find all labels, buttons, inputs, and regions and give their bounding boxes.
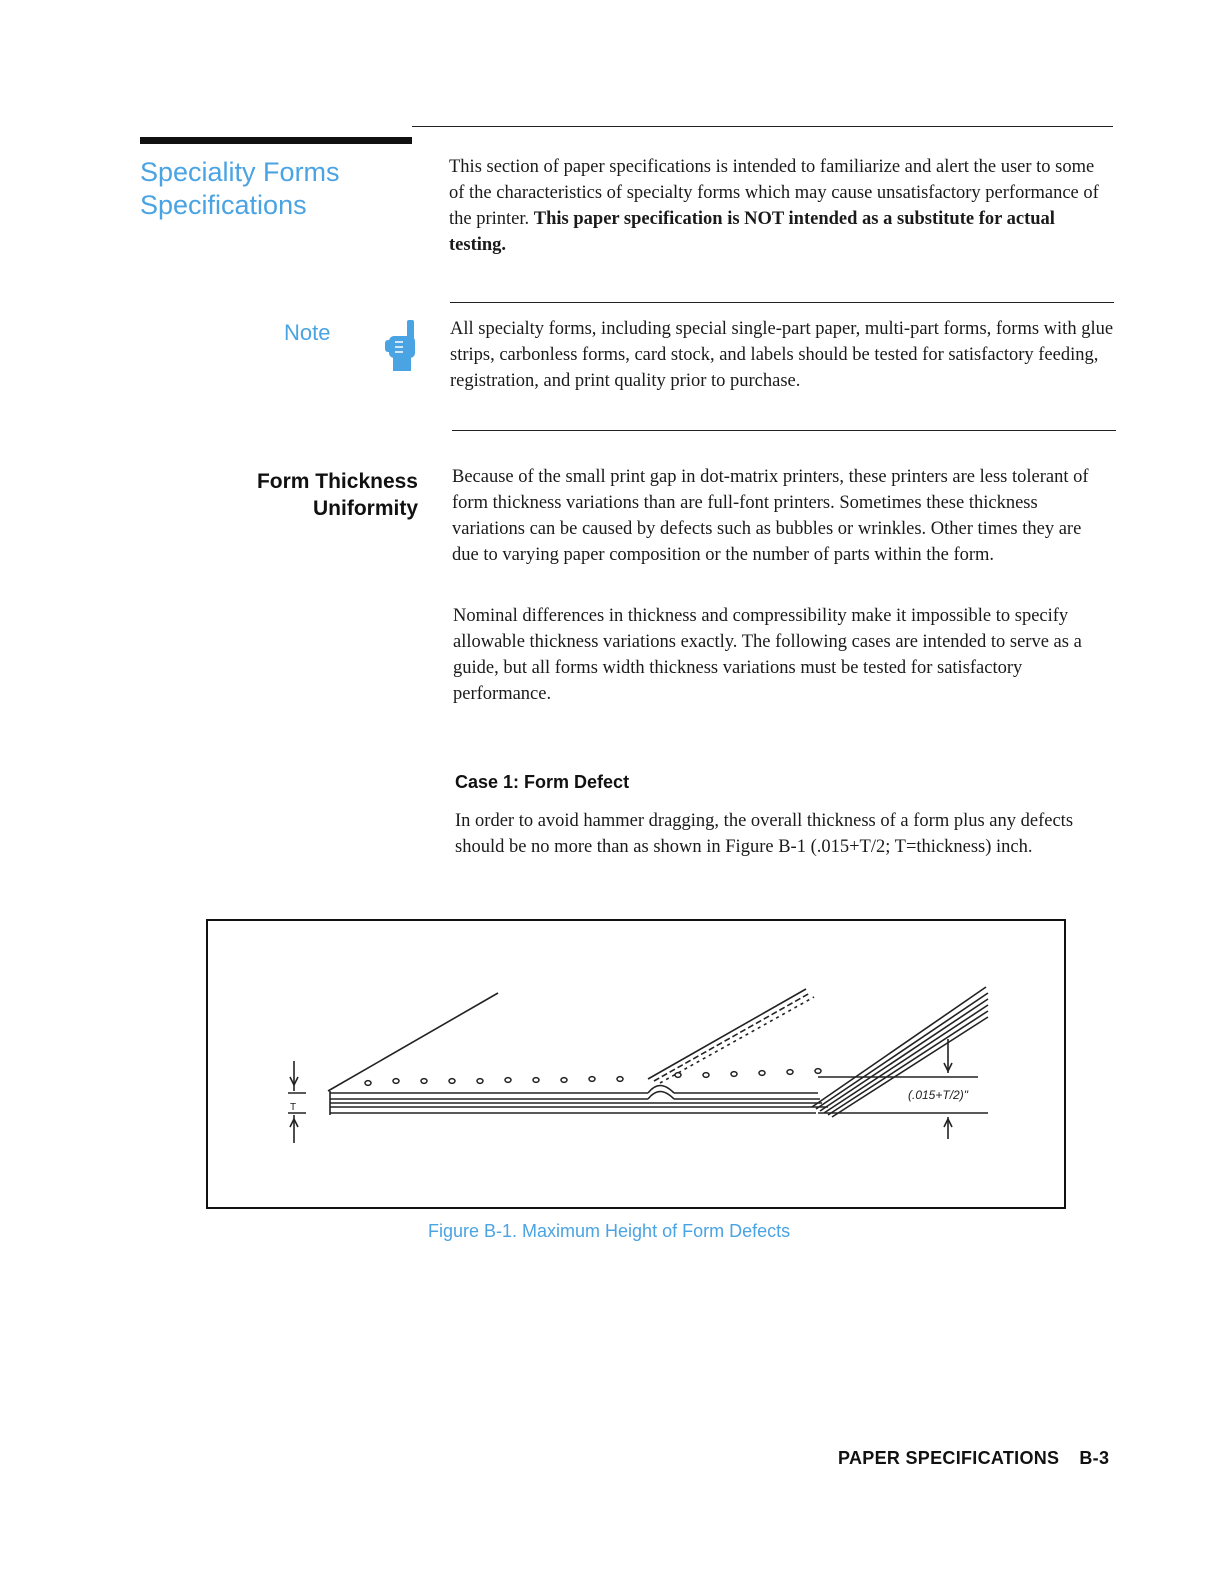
figure-b1-illustration <box>208 921 1064 1207</box>
footer-section: PAPER SPECIFICATIONS <box>838 1448 1060 1468</box>
section-rule-thick <box>140 137 412 144</box>
page-footer <box>838 1448 1109 1469</box>
note-rule-top <box>450 302 1114 303</box>
note-text: All specialty forms, including special single-part paper, multi-part forms, forms with glue strips, carbonless forms, card stock, and labels should be tested for satisfactory feeding, registration, and print quality prior to purchase. <box>450 319 1114 391</box>
figure-caption: Figure B-1. Maximum Height of Form Defects <box>428 1221 791 1241</box>
figure-b1 <box>206 919 1066 1209</box>
section-rule-thin <box>412 126 1113 127</box>
case1-heading: Case 1: Form Defect <box>455 772 630 792</box>
thickness-paragraph-1: Because of the small print gap in dot-matrix printers, these printers are less tolerant of form thickness variations than are full-font printers. Sometimes these thickness variations can be caused by defects such as bubbles or wrinkles. Other times they are due to varying paper composition or the number of parts within the form. <box>452 467 1089 565</box>
max-height-dimension-label: (.015+T/2)" <box>908 1088 968 1102</box>
intro-paragraph <box>449 154 1099 258</box>
footer-page-number: B-3 <box>1079 1448 1110 1468</box>
section-title-line1: Speciality Forms <box>140 157 340 187</box>
thickness-heading <box>196 468 418 522</box>
thickness-paragraph-2: Nominal differences in thickness and compressibility make it impossible to specify allowable thickness variations exactly. The following cases are intended to serve as a guide, but all forms width thickness variations must be tested for satisfactory performance. <box>453 606 1082 704</box>
thickness-heading-line1: Form Thickness <box>256 470 418 493</box>
section-title-line2: Specifications <box>140 190 307 220</box>
pointing-hand-icon <box>383 320 419 372</box>
intro-emphasis: This paper specification is NOT intended as a substitute for actual testing. <box>449 209 1055 255</box>
note-rule-bottom <box>452 430 1116 431</box>
thickness-heading-line2: Uniformity <box>313 497 418 520</box>
t-dimension-label: T <box>290 1102 297 1113</box>
note-label: Note <box>284 320 331 345</box>
case1-text: In order to avoid hammer dragging, the overall thickness of a form plus any defects should be no more than as shown in Figure B-1 (.015+T/2; T=thickness) inch. <box>455 811 1074 857</box>
section-title <box>140 156 400 222</box>
intro-text: This section of paper specifications is intended to familiarize and alert the user to some of the characteristics of specialty forms which may cause unsatisfactory performance of the printer. <box>449 157 1099 229</box>
